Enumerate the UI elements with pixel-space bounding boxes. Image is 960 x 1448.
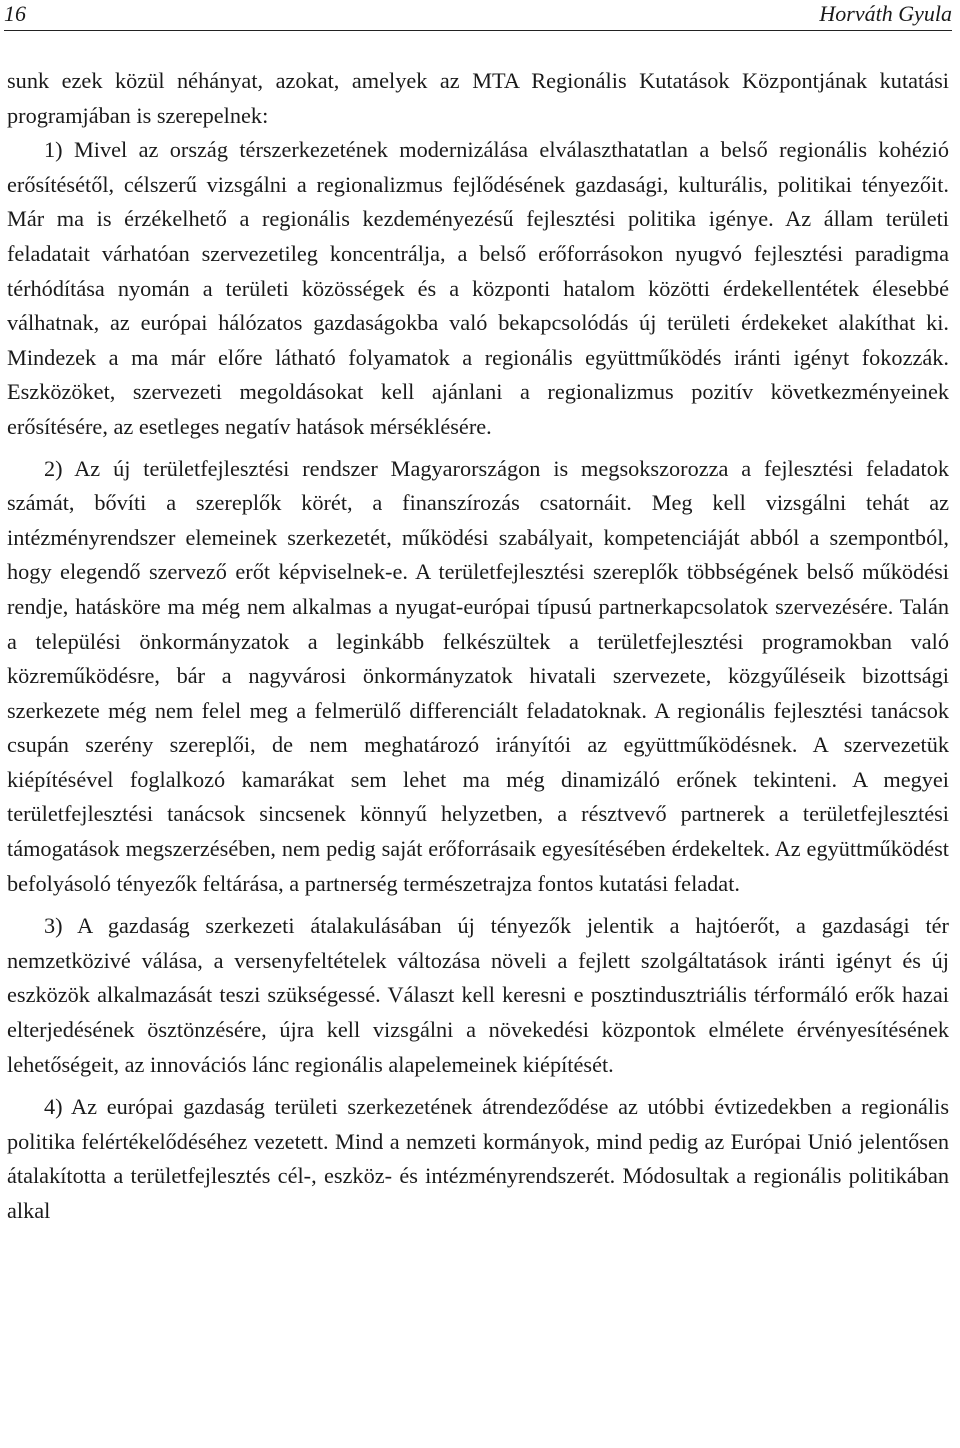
paragraph-point-2: 2) Az új területfejlesztési rendszer Magyarországon is megsokszorozza a fejlesztési feladatok számát, bővíti a szereplők körét, a finanszírozás csatornáit. Meg kell vizsgálni tehát az intézményrendszer elemeinek szerkezetét, működési szabályait, kompetenciáját abból a szempontból, hogy elegendő szervező erőt képviselnek-e. A területfejlesztési szereplők többségének belső működési rendje, hatásköre ma még nem alkalmas a nyugat-európai típusú partnerkapcsolatok szervezésére. Talán a települési önkormányzatok a leginkább felkészültek a területfejlesztési programokban való közreműködésre, bár a nagyvárosi önkormányzatok hivatali szervezete, közgyűléseik bizottsági szerkezete még nem felel meg a felmerülő differenciált feladatoknak. A regionális fejlesztési tanácsok csupán szerény szereplői, de nem meghatározó irányítói az együttműködésnek. A szervezetük kiépítésével foglalkozó kamarákat sem lehet ma még dinamizáló erőnek tekinteni. A megyei területfejlesztési tanácsok sincsenek könnyű helyzetben, a résztvevő partnerek a területfejlesztési támogatások megszerzésében, nem pedig saját erőforrásaik egyesítésében érdekeltek. Az együttműködést befolyásoló tényezők feltárása, a partnerség természetrajza fontos kutatási feladat. [7, 455, 949, 896]
paragraph-point-3: 3) A gazdaság szerkezeti átalakulásában új tényezők jelentik a hajtóerőt, a gazdasági tér nemzetközivé válása, a versenyfeltételek változása növeli a fejlett szolgáltatások iránti igényt és új eszközök alkalmazását teszi szükségessé. Választ kell keresni e posztindusztriális térformáló erők hazai elterjedésének ösztönzésére, újra kell vizsgálni a növekedési központok elmélete érvényesítésének lehetőségeit, az innovációs lánc regionális alapelemeinek kiépítését. [7, 913, 949, 1077]
running-head [4, 0, 952, 31]
paragraph-intro: sunk ezek közül néhányat, azokat, amelyek az MTA Regionális Kutatások Központjának kutatási programjában is szerepelnek: [7, 68, 949, 128]
author-name: Horváth Gyula [819, 1, 952, 26]
page-number: 16 [4, 1, 26, 26]
paragraph-point-1: 1) Mivel az ország térszerkezetének modernizálása elválaszthatatlan a belső regionális kohézió erősítésétől, célszerű vizsgálni a regionalizmus fejlődésének gazdasági, kulturális, politikai tényezőit. Már ma is érzékelhető a regionális kezdeményezésű fejlesztési politika igénye. Az állam területi feladatait várhatóan szervezetileg koncentrálja, a belső erőforrásokon nyugvó fejlesztési paradigma térhódítása nyomán a területi közösségek és a központi hatalom közötti érdekellentétek élesebbé válhatnak, az európai hálózatos gazdaságokba való bekapcsolódás új területi érdekeket alakíthat ki. Mindezek a ma már előre látható folyamatok a regionális együttműködés iránti igényt fokozzák. Eszközöket, szervezeti megoldásokat kell ajánlani a regionalizmus pozitív következményeinek erősítésére, az esetleges negatív hatások mérséklésére. [7, 137, 949, 439]
paragraph-point-4: 4) Az európai gazdaság területi szerkezetének átrendeződése az utóbbi évtizedekben a regionális politika felértékelődéséhez vezetett. Mind a nemzeti kormányok, mind pedig az Európai Unió jelentősen átalakította a területfejlesztés cél-, eszköz- és intézményrendszerét. Módosultak a regionális politikában alkal [7, 1094, 949, 1223]
body-text [7, 64, 949, 1229]
